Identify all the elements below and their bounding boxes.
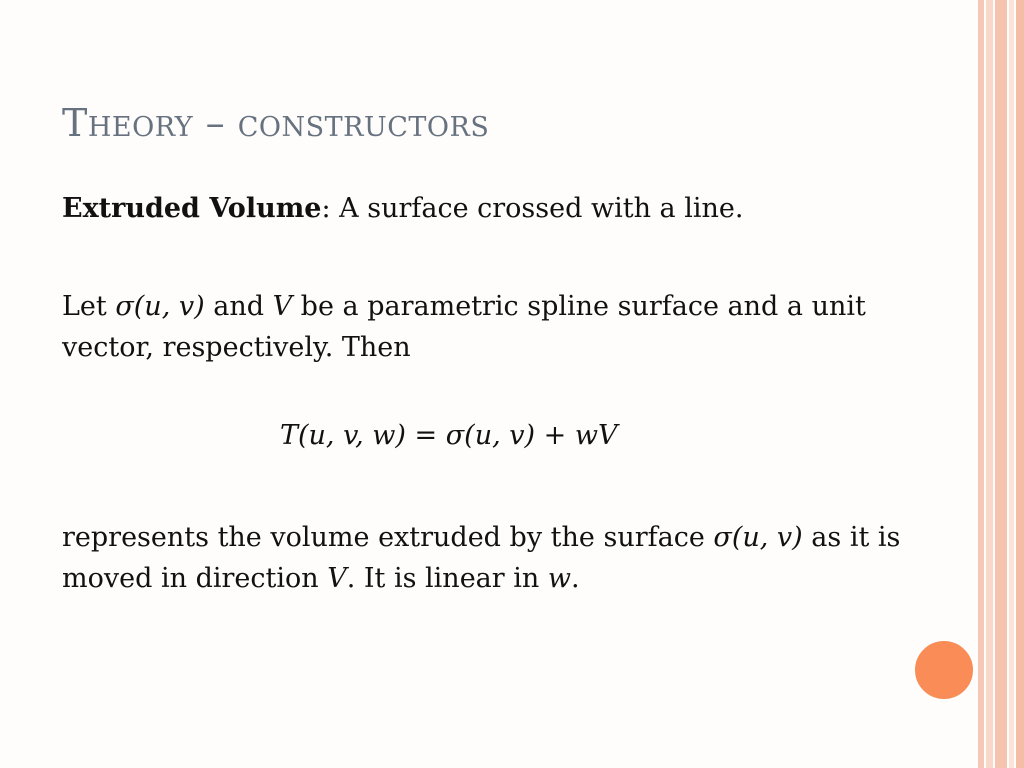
text-run: Let bbox=[62, 291, 116, 322]
math-sigma: σ(u, v) bbox=[713, 522, 803, 553]
decor-stripe bbox=[986, 0, 993, 768]
math-v: V bbox=[327, 563, 347, 594]
math-sigma: σ(u, v) bbox=[115, 291, 205, 322]
equation: T(u, v, w) = σ(u, v) + wV bbox=[280, 420, 618, 451]
text-run: . It is linear in bbox=[346, 563, 548, 594]
slide-title: Theory – constructors bbox=[62, 101, 490, 145]
decor-stripe bbox=[978, 0, 984, 768]
setup-paragraph bbox=[62, 286, 902, 368]
explanation-paragraph bbox=[62, 517, 902, 599]
text-run: . bbox=[571, 563, 580, 594]
decor-stripe bbox=[1016, 0, 1024, 768]
math-v: V bbox=[272, 291, 293, 322]
text-run: and bbox=[204, 291, 273, 322]
term-extruded-volume: Extruded Volume bbox=[62, 193, 322, 224]
decor-circle bbox=[913, 639, 975, 701]
math-w: w bbox=[547, 563, 571, 594]
text-run: as it is moved in direction bbox=[62, 522, 901, 594]
text-run: be a parametric spline surface and a unit vector, respectively. Then bbox=[62, 291, 866, 363]
text-run: represents the volume extruded by the surface bbox=[62, 522, 714, 553]
decor-stripe bbox=[995, 0, 1007, 768]
definition-paragraph bbox=[62, 188, 902, 229]
definition-text: : A surface crossed with a line. bbox=[321, 193, 744, 224]
decor-stripe bbox=[1009, 0, 1014, 768]
